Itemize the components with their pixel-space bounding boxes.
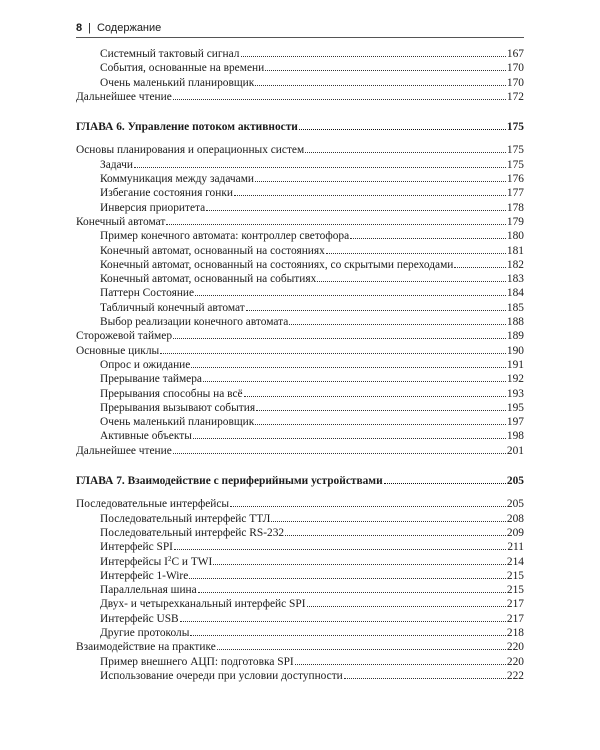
dot-leader [173, 444, 506, 454]
toc-entry-title: Табличный конечный автомат [100, 301, 245, 314]
toc-entry-title: Интерфейс SPI [100, 541, 173, 554]
toc-chapter[interactable] [76, 120, 524, 134]
dot-leader [255, 172, 506, 182]
toc-entry-title: Последовательный интерфейс ТТЛ [100, 512, 271, 525]
dot-leader [191, 358, 506, 368]
toc-page-number: 195 [506, 401, 524, 414]
toc-page-number: 198 [506, 430, 524, 443]
toc-entry-title: Двух- и четырехканальный интерфейс SPI [100, 598, 306, 611]
header-separator: | [88, 22, 91, 34]
toc-page-number: 170 [506, 62, 524, 75]
toc-entry[interactable] [76, 555, 524, 569]
toc-entry[interactable] [76, 655, 524, 669]
toc-entry[interactable] [76, 90, 524, 104]
toc-entry-title: Последовательный интерфейс RS-232 [100, 526, 285, 539]
toc-entry-title: ГЛАВА 7. Взаимодействие с периферийными устройствами [76, 475, 383, 488]
toc-entry-title: Использование очереди при условии доступности [100, 669, 343, 682]
toc-page-number: 215 [506, 569, 524, 582]
toc-page-number: 193 [506, 387, 524, 400]
toc-page-number: 220 [506, 641, 524, 654]
dot-leader [384, 474, 506, 484]
toc-entry[interactable] [76, 640, 524, 654]
toc-entry[interactable] [76, 76, 524, 90]
dot-leader [174, 540, 506, 550]
dot-leader [230, 497, 506, 507]
toc-page-number: 190 [506, 344, 524, 357]
toc-entry-title: Основы планирования и операционных систем [76, 144, 305, 157]
toc-entry-title: Параллельная шина [100, 584, 197, 597]
toc-entry[interactable] [76, 315, 524, 329]
toc-page-number: 170 [506, 76, 524, 89]
toc-page-number: 218 [506, 626, 524, 639]
toc-page-number: 177 [506, 187, 524, 200]
toc-entry[interactable] [76, 540, 524, 554]
toc-entry[interactable] [76, 512, 524, 526]
toc-entry-title: Другие протоколы [100, 626, 190, 639]
toc-entry[interactable] [76, 201, 524, 215]
dot-leader [190, 626, 506, 636]
toc-entry-title: Задачи [100, 158, 133, 171]
toc-entry[interactable] [76, 272, 524, 286]
toc-entry[interactable] [76, 526, 524, 540]
dot-leader [326, 244, 506, 254]
toc-page-number: 167 [506, 48, 524, 60]
dot-leader [289, 315, 506, 325]
header-title: Содержание [96, 22, 162, 34]
toc-page-number: 180 [506, 230, 524, 243]
dot-leader [206, 201, 506, 211]
page-header [76, 22, 524, 38]
dot-leader [255, 415, 506, 425]
dot-leader [295, 655, 506, 665]
dot-leader [246, 301, 506, 311]
toc-entry-title: Интерфейсы $I^2C$ и TWI [100, 554, 213, 568]
toc-page-number: 184 [506, 287, 524, 300]
toc-entry[interactable] [76, 358, 524, 372]
toc-entry-title: Пример конечного автомата: контроллер светофора [100, 230, 350, 243]
toc-entry[interactable] [76, 429, 524, 443]
toc-entry-title: Выбор реализации конечного автомата [100, 316, 289, 329]
toc-page-number: 188 [506, 316, 524, 329]
toc-entry-title: Активные объекты [100, 430, 192, 443]
toc-entry[interactable] [76, 344, 524, 358]
toc-entry[interactable] [76, 215, 524, 229]
toc-entry[interactable] [76, 626, 524, 640]
toc-entry-title: Избегание состояния гонки [100, 187, 233, 200]
dot-leader [265, 61, 506, 71]
toc-page-number: 172 [506, 90, 524, 103]
toc-page-number: 201 [506, 444, 524, 457]
toc-page-number: 215 [506, 584, 524, 597]
toc-page-number: 220 [506, 655, 524, 668]
toc-entry[interactable] [76, 61, 524, 75]
toc-page-number: 179 [506, 215, 524, 228]
dot-leader [350, 229, 506, 239]
toc-page-number: 209 [506, 526, 524, 539]
dot-leader [317, 272, 506, 282]
toc-entry[interactable] [76, 612, 524, 626]
toc-page-number: 191 [506, 358, 524, 371]
toc-entry-title: Основные циклы [76, 344, 160, 357]
toc-page-number: 189 [506, 330, 524, 343]
dot-leader [189, 569, 506, 579]
toc-page-number: 183 [506, 273, 524, 286]
toc-entry[interactable] [76, 47, 524, 61]
toc-entry[interactable] [76, 387, 524, 401]
toc-entry-title: Интерфейс 1-Wire [100, 569, 189, 582]
toc-entry[interactable] [76, 258, 524, 272]
toc-page-number: 222 [506, 669, 524, 682]
toc-entry[interactable] [76, 444, 524, 458]
toc-entry-title: Конечный автомат, основанный на состояниях [100, 244, 325, 257]
toc-page-number: 192 [506, 373, 524, 386]
dot-leader [213, 555, 506, 565]
dot-leader [203, 372, 506, 382]
toc-entry[interactable] [76, 186, 524, 200]
toc-page-number: 175 [506, 144, 524, 157]
toc-entry-title: Последовательные интерфейсы [76, 498, 230, 511]
dot-leader [285, 526, 506, 536]
dot-leader [234, 186, 506, 196]
dot-leader [307, 597, 506, 607]
dot-leader [173, 90, 506, 100]
dot-leader [454, 258, 506, 268]
toc-entry-title: Дальнейшее чтение [76, 444, 172, 457]
dot-leader [256, 401, 506, 411]
toc-page-number: 205 [506, 498, 524, 511]
dot-leader [241, 47, 506, 57]
dot-leader [198, 583, 506, 593]
toc-page-number: 214 [506, 555, 524, 568]
toc-page-number: 217 [506, 598, 524, 611]
toc-entry-title: ГЛАВА 6. Управление потоком активности [76, 121, 298, 134]
toc-entry-title: Инверсия приоритета [100, 201, 206, 214]
dot-leader [193, 429, 506, 439]
toc-entry-title: События, основанные на времени [100, 62, 265, 75]
toc-entry-title: Очень маленький планировщик [100, 416, 255, 429]
toc-entry-title: Дальнейшее чтение [76, 90, 172, 103]
toc-entry-title: Конечный автомат [76, 215, 166, 228]
dot-leader [217, 640, 506, 650]
toc-entry-title: Интерфейс USB [100, 612, 179, 625]
toc-entry-title: Системный тактовый сигнал [100, 48, 240, 60]
toc-entry[interactable] [76, 372, 524, 386]
toc-entry[interactable] [76, 229, 524, 243]
dot-leader [244, 387, 506, 397]
toc-page-number: 205 [506, 475, 524, 488]
page-number: 8 [76, 22, 83, 34]
toc-page-number: 182 [506, 258, 524, 271]
toc-page-number: 178 [506, 201, 524, 214]
toc-entry[interactable] [76, 301, 524, 315]
toc-entry[interactable] [76, 669, 524, 683]
toc-entry-title: Опрос и ожидание [100, 358, 191, 371]
dot-leader [166, 215, 506, 225]
toc-entry[interactable] [76, 415, 524, 429]
dot-leader [255, 76, 506, 86]
toc-page-number: 181 [506, 244, 524, 257]
toc-page-number: 197 [506, 416, 524, 429]
toc-entry-title: Очень маленький планировщик [100, 76, 255, 89]
toc-entry[interactable] [76, 401, 524, 415]
dot-leader [160, 344, 506, 354]
toc-entry[interactable] [76, 244, 524, 258]
dot-leader [173, 329, 506, 339]
dot-leader [305, 143, 506, 153]
toc-entry[interactable] [76, 158, 524, 172]
dot-leader [134, 158, 506, 168]
toc-page-number: 185 [506, 301, 524, 314]
toc-page-number: 175 [506, 121, 524, 134]
dot-leader [180, 612, 506, 622]
dot-leader [344, 669, 506, 679]
toc-entry-title: Паттерн Состояние [100, 287, 195, 300]
dot-leader [195, 286, 506, 296]
toc-entry[interactable] [76, 569, 524, 583]
toc-entry-title: Прерывания вызывают события [100, 401, 256, 414]
toc-entry-title: Конечный автомат, основанный на событиях [100, 273, 317, 286]
toc-entry-title: Коммуникация между задачами [100, 173, 255, 186]
toc-entry[interactable] [76, 172, 524, 186]
table-of-contents [76, 47, 524, 683]
toc-entry-title: Конечный автомат, основанный на состояниях, со скрытыми переходами [100, 258, 454, 271]
toc-entry-title: Прерывание таймера [100, 373, 202, 386]
toc-entry[interactable] [76, 583, 524, 597]
toc-entry[interactable] [76, 597, 524, 611]
toc-entry-title: Прерывания способны на всё [100, 387, 243, 400]
toc-entry[interactable] [76, 497, 524, 511]
toc-entry[interactable] [76, 286, 524, 300]
toc-page-number: 217 [506, 612, 524, 625]
dot-leader [299, 120, 506, 130]
toc-entry-title: Пример внешнего АЦП: подготовка SPI [100, 655, 294, 668]
dot-leader [271, 512, 506, 522]
toc-entry-title: Взаимодействие на практике [76, 641, 216, 654]
toc-chapter[interactable] [76, 474, 524, 488]
toc-entry[interactable] [76, 143, 524, 157]
toc-entry[interactable] [76, 329, 524, 343]
toc-page-number: 175 [506, 158, 524, 171]
toc-page-number: 208 [506, 512, 524, 525]
toc-page-number: 211 [507, 541, 524, 554]
toc-entry-title: Сторожевой таймер [76, 330, 173, 343]
toc-page-number: 176 [506, 173, 524, 186]
